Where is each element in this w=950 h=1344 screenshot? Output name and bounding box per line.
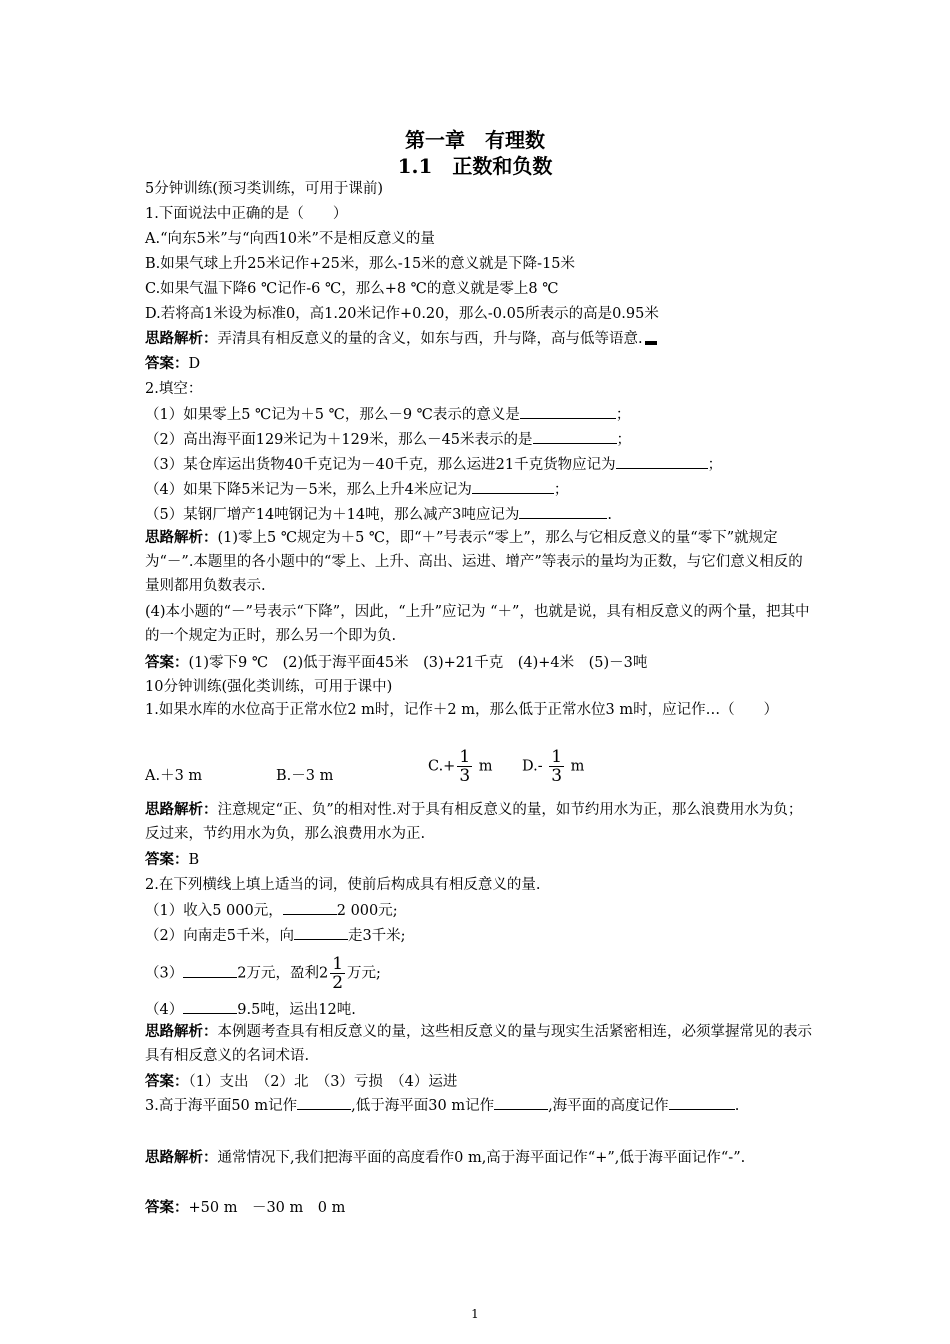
- analysis-label: 思路解析：: [145, 1149, 218, 1166]
- p1-q1-option-c: C.如果气温下降6 ℃记作-6 ℃，那么+8 ℃的意义就是零上8 ℃: [145, 281, 559, 297]
- anchor-mark-icon: [645, 341, 657, 345]
- p1-q1-option-b: B.如果气球上升25米记作+25米，那么-15米的意义就是下降-15米: [145, 256, 576, 272]
- p2-q2-item-3: [145, 955, 815, 992]
- p1-q1-option-d: D.若将高1米设为标准0，高1.20米记作+0.20，那么-0.05所表示的高是0.95米: [145, 306, 659, 322]
- denominator: 2: [332, 973, 344, 993]
- p2-q2-item-1: [145, 900, 815, 921]
- analysis-label: 思路解析：: [145, 330, 218, 347]
- unit: m: [570, 758, 585, 775]
- numerator: 1: [332, 954, 344, 974]
- fill-blank: [519, 504, 607, 519]
- answer-text: +50 m －30 m 0 m: [188, 1200, 346, 1216]
- item-text: （1）如果零上5 ℃记为＋5 ℃，那么－9 ℃表示的意义是: [145, 407, 520, 423]
- p2-q1-analysis: [145, 798, 815, 846]
- analysis-text: 注意规定“正、负”的相对性.对于具有相反意义的量，如节约用水为正，那么浪费用水为负；反过来，节约用水为负，那么浪费用水为正.: [145, 802, 803, 842]
- item-end: ；: [553, 482, 569, 498]
- p1-q2-item-1: [145, 404, 815, 425]
- p2-q3-analysis: [145, 1146, 815, 1170]
- p1-q1-stem: 1.下面说法中正确的是（ ）: [145, 206, 348, 222]
- answer-label: 答案：: [145, 1073, 189, 1090]
- item-end: ；: [615, 407, 631, 423]
- analysis-text: 弄清具有相反意义的量的含义，如东与西，升与降，高与低等语意.: [217, 331, 643, 347]
- stem-text: .: [734, 1098, 740, 1114]
- answer-text: D: [188, 356, 201, 372]
- answer-label: 答案：: [145, 851, 189, 868]
- p1-q2-item-3: [145, 454, 815, 475]
- section-title: 1.1 正数和负数: [397, 154, 553, 178]
- p2-q2-stem: 2.在下列横线上填上适当的词，使前后构成具有相反意义的量.: [145, 877, 541, 893]
- analysis-label: 思路解析：: [145, 529, 218, 546]
- p1-q2-item-5: [145, 504, 815, 525]
- page-number: 1: [471, 1307, 479, 1321]
- p2-q2-analysis: [145, 1020, 815, 1068]
- p1-q2-answer: [145, 653, 815, 673]
- mixed-number-whole: 2: [318, 965, 329, 982]
- denominator: 3: [459, 766, 471, 786]
- p1-q2-stem: 2.填空：: [145, 381, 203, 397]
- denominator: 3: [551, 766, 563, 786]
- item-end: ；: [707, 457, 723, 473]
- fill-blank: [472, 479, 554, 494]
- stem-text: ,低于海平面30 m记作: [351, 1098, 495, 1114]
- item-text: （3）某仓库运出货物40千克记为－40千克，那么运进21千克货物应记为: [145, 457, 616, 473]
- fill-blank: [183, 963, 237, 978]
- item-text: （4）: [145, 1002, 184, 1018]
- fill-blank: [494, 1095, 548, 1110]
- fill-blank: [294, 925, 348, 940]
- item-end: ；: [616, 432, 632, 448]
- answer-text: （1）支出 （2）北 （3）亏损 （4）运进: [188, 1074, 458, 1090]
- p1-q2-item-2: [145, 429, 815, 450]
- p2-q1-stem: 1.如果水库的水位高于正常水位2 m时，记作＋2 m，那么低于正常水位3 m时，应记作…（ ）: [145, 702, 779, 718]
- item-text: 万元;: [347, 965, 381, 982]
- p1-q2-item-4: [145, 479, 815, 500]
- p2-q1-option-c: [428, 748, 493, 785]
- analysis-label: 思路解析：: [145, 1023, 218, 1040]
- stem-text: ,海平面的高度记作: [548, 1098, 669, 1114]
- p1-q2-analysis-2: (4)本小题的“－”号表示“下降”，因此，“上升”应记为 “＋”，也就是说，具有相反意义的两个量，把其中的一个规定为正时，那么另一个即为负.: [145, 604, 810, 644]
- p2-q1-option-b: B.－3 m: [276, 768, 334, 784]
- fraction: [457, 748, 472, 785]
- fill-blank: [283, 900, 337, 915]
- option-prefix: C.+: [428, 758, 456, 775]
- fill-blank: [520, 404, 616, 419]
- stem-text: 3.高于海平面50 m记作: [145, 1098, 298, 1114]
- option-prefix: D.-: [522, 758, 543, 775]
- p1-q1-option-a: A.“向东5米”与“向西10米”不是相反意义的量: [145, 231, 435, 247]
- item-text: （1）收入5 000元，: [145, 903, 283, 919]
- answer-text: (1)零下9 ℃ (2)低于海平面45米 (3)+21千克 (4)+4米 (5)－3吨: [188, 655, 648, 671]
- p2-q1-option-d: [522, 748, 584, 785]
- answer-text: B: [188, 852, 200, 868]
- p2-q2-answer: [145, 1072, 815, 1092]
- p2-q1-answer: [145, 850, 815, 870]
- p2-q3-answer: [145, 1198, 815, 1218]
- part1-header: 5分钟训练(预习类训练，可用于课前): [145, 181, 384, 197]
- fraction: [549, 748, 564, 785]
- item-text: 2万元，盈利: [237, 965, 319, 982]
- p1-q2-analysis-1: [145, 526, 815, 598]
- item-text: （5）某钢厂增产14吨钢记为＋14吨，那么减产3吨应记为: [145, 507, 520, 523]
- p1-q1-analysis: [145, 329, 815, 349]
- item-text: （2）向南走5千米，向: [145, 928, 294, 944]
- p2-q2-item-2: [145, 925, 815, 946]
- fill-blank: [616, 454, 708, 469]
- answer-label: 答案：: [145, 654, 189, 671]
- p2-q1-option-a: A.＋3 m: [145, 768, 203, 784]
- fraction: [330, 955, 345, 992]
- chapter-title: 第一章 有理数: [405, 128, 545, 152]
- fill-blank: [183, 999, 237, 1014]
- item-text: 走3千米;: [347, 928, 406, 944]
- answer-label: 答案：: [145, 1199, 189, 1216]
- analysis-text: 通常情况下,我们把海平面的高度看作0 m,高于海平面记作“+”,低于海平面记作“-”.: [217, 1150, 746, 1166]
- item-text: （3）: [145, 965, 184, 982]
- analysis-text: 本例题考查具有相反意义的量，这些相反意义的量与现实生活紧密相连，必须掌握常见的表示具有相反意义的名词术语.: [145, 1024, 812, 1064]
- fill-blank: [533, 429, 617, 444]
- numerator: 1: [459, 747, 471, 767]
- fill-blank: [297, 1095, 351, 1110]
- item-text: （2）高出海平面129米记为＋129米，那么－45米表示的是: [145, 432, 533, 448]
- item-text: （4）如果下降5米记为－5米，那么上升4米应记为: [145, 482, 472, 498]
- unit: m: [478, 758, 493, 775]
- analysis-label: 思路解析：: [145, 801, 218, 818]
- p2-q2-item-4: [145, 999, 815, 1020]
- answer-label: 答案：: [145, 355, 189, 372]
- item-text: 2 000元;: [336, 903, 398, 919]
- numerator: 1: [551, 747, 563, 767]
- part2-header: 10分钟训练(强化类训练，可用于课中): [145, 679, 393, 695]
- item-end: .: [607, 507, 612, 523]
- p1-q1-answer: [145, 354, 815, 374]
- fill-blank: [669, 1095, 735, 1110]
- analysis-text: (1)零上5 ℃规定为＋5 ℃，即“＋”号表示“零上”，那么与它相反意义的量“零下”就规定为“－”.本题里的各小题中的“零上、上升、高出、运进、增产”等表示的量均为正数，与它们意义相反的量则都用负数表示.: [145, 530, 803, 594]
- p2-q3-stem: [145, 1094, 815, 1118]
- item-text: 9.5吨，运出12吨.: [237, 1002, 356, 1018]
